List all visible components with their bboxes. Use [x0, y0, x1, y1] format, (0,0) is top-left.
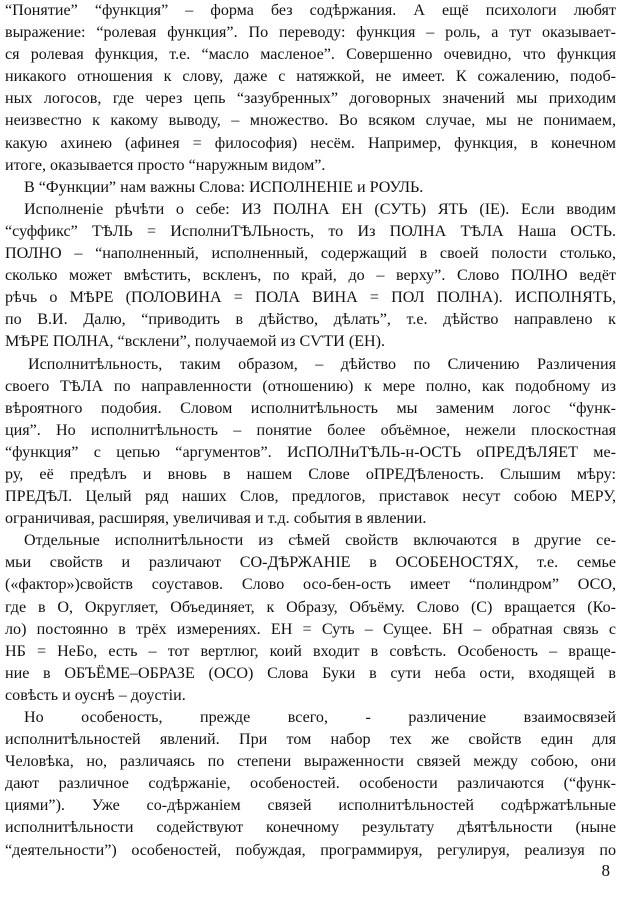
text-line: “суффикс” ТѢЛЬ = ИсполниТѢЛЬность, то Из ПОЛНА ТѢЛА Наша ОСТЬ.: [5, 222, 616, 240]
text-line: ция”. Но исполнитѣльность – понятие более объёмное, нежели плоскостная: [5, 421, 616, 439]
text-line: Человѣка, но, различаясь по степени выраженности связей между собою, они: [5, 753, 616, 771]
text-line: “функция” с цепью “аргументов”. ИсПОЛНиТѢЛЬ-н-ОСТЬ оПРЕДѢЛЯЕТ ме-: [5, 443, 616, 461]
text-line: ся ролевая функция, т.е. “масло масленое”. Совершенно очевидно, что функция: [5, 46, 616, 64]
text-line: Исполненiе рѣчѣти о себе: ИЗ ПОЛНА ЕН (СУТЬ) ЯТЬ (IE). Если вводим: [24, 200, 616, 218]
text-line: мьи свойств и различают СО-ДѢРЖАНIЕ в ОСОБЕНОСТЯХ, т.е. семье: [5, 554, 616, 572]
text-line: совѣсть и оуснѣ – доуcтiи.: [5, 686, 186, 704]
text-line: “деятельности”) особеностей, побуждая, программируя, регулируя, реализуя по: [5, 841, 616, 859]
page-number: 8: [601, 861, 610, 880]
text-line: ние в ОБЪЁМЕ–ОБРАЗЕ (ОСО) Слова Буки в сути неба ости, входящей в: [5, 664, 616, 682]
text-line: никакого отношения к слову, даже с натяжкой, не имеет. К сожалению, подоб-: [5, 68, 616, 86]
text-line: где в О, Округляет, Объединяет, к Образу, Объёму. Слово (С) вращается (Ко-: [5, 598, 616, 616]
text-line: сколько может вмѣстить, вскленъ, по край, до – верху”. Слово ПОЛНО ведёт: [5, 267, 616, 285]
text-line: циями”). Уже со-дѣржанiем связей исполнитѣльностей содѣржатѣльные: [5, 797, 616, 815]
text-line: неизвестно к какому выводу, – множество. Во всяком случае, мы не понимаем,: [5, 112, 616, 130]
text-line: НБ = НеБо, есть – тот вертлюг, коий входит в совѣсть. Особеность – враще-: [5, 642, 616, 660]
text-line: дают различное содѣржанiе, особеностей. особености различаются (“функ-: [5, 775, 616, 793]
text-line: Но особеность, прежде всего, - различение взаимосвязей: [24, 709, 616, 726]
text-line: ПРЕДѢЛ. Целый ряд наших Слов, предлогов, приставок несут собою МЕРУ,: [5, 488, 616, 506]
body-text: [5, 0, 616, 862]
text-line: исполнитѣльности содействуют конечному результату дѣятѣльности (ныне: [5, 819, 616, 837]
text-line: ру, её предѣлъ и вновь в нашем Слове оПРЕДѢленость. Слышим мѣру:: [5, 465, 616, 483]
text-line: Отдельные исполнитѣльности из сѣмей свойств включаются в другие се-: [24, 532, 616, 550]
text-line: итоге, оказывается просто “наружным видом”.: [5, 156, 326, 174]
text-line: “Понятие” “функция” – форма без содѣржания. А ещё психологи любят: [5, 2, 616, 19]
text-line: ПОЛНО – “наполненный, исполненный, содержащий в своей полости столько,: [5, 245, 616, 263]
text-line: В “Функции” нам важны Слова: ИСПОЛНЕНIЕ и РОУЛЬ.: [24, 178, 424, 196]
text-line: исполнитѣльностей явлений. При том набор тех же свойств един для: [5, 731, 616, 749]
text-line: МѢРЕ ПОЛНА, “всклени”, получаемой из СѴТИ (ЕН).: [5, 333, 386, 351]
text-line: выражение: “ролевая функция”. По переводу: функция – роль, а тут оказывает-: [5, 24, 616, 42]
text-line: вѣроятного подобия. Словом исполнитѣльность мы заменим логос “функ-: [5, 399, 616, 417]
text-line: по В.И. Далю, “приводить в дѣйство, дѣлать”, т.е. дѣйство направлено к: [5, 311, 616, 329]
text-line: ограничивая, расширяя, увеличивая и т.д. события в явлении.: [5, 510, 427, 528]
text-line: своего ТѢЛА по направленности (отношению) к мере полно, как подобному из: [5, 377, 616, 395]
text-line: какую ахинею (афинея = философия) несём. Например, функция, в конечном: [5, 134, 616, 152]
text-line: («фактор»)свойств соуставов. Слово осо-бен-ость имеет “полиндром” ОСО,: [5, 576, 616, 594]
text-line: Исполнитѣльность, таким образом, – дѣйство по Сличению Различения: [28, 355, 616, 373]
text-line: рѣчь о МѢРЕ (ПОЛОВИНА = ПОЛА ВИНА = ПОЛ ПОЛНА). ИСПОЛНЯТЬ,: [5, 289, 616, 307]
text-line: ло) постоянно в трёх измерениях. ЕН = Суть – Сущее. БН – обратная связь с: [5, 620, 616, 638]
text-line: ных логосов, где через цепь “зазубренных” договорных значений мы приходим: [5, 90, 616, 108]
